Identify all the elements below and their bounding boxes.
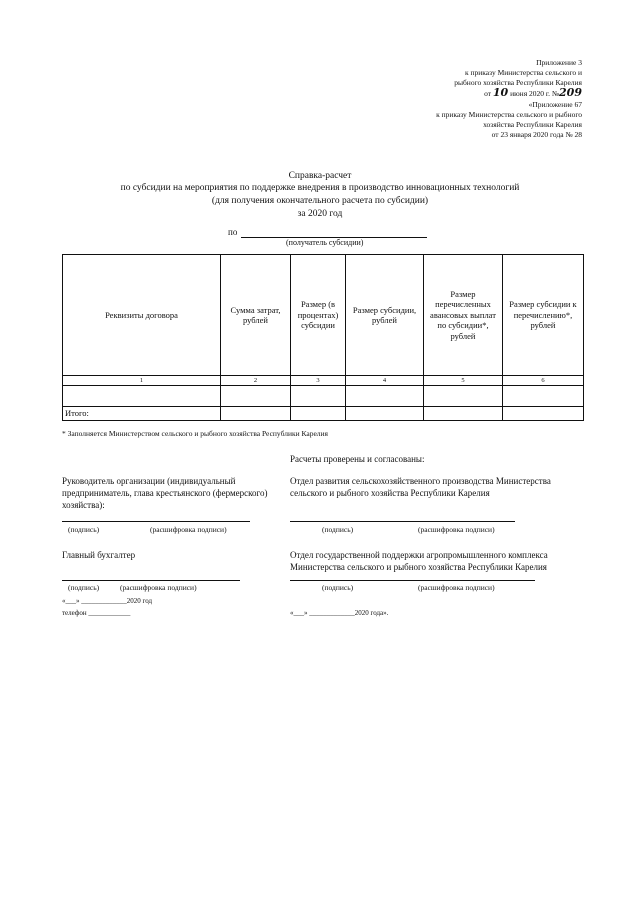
left-date-line: «___» _____________2020 год — [62, 597, 153, 605]
table-row — [63, 386, 584, 407]
col-number: 5 — [424, 376, 503, 386]
dept1-signature-line[interactable] — [290, 521, 515, 522]
col-advance-payments: Размер перечисленных авансовых выплат по субсидии*, рублей — [424, 255, 503, 376]
recipient-caption: (получатель субсидии) — [286, 238, 364, 247]
table-cell[interactable] — [221, 407, 291, 421]
chief-accountant-title: Главный бухгалтер — [62, 550, 136, 560]
support-dept-title: Отдел государственной поддержки агропромышленного комплекса Министерства сельского и рыбного хозяйства Республики Карелия — [290, 550, 548, 572]
dept2-decode-caption: (расшифровка подписи) — [418, 583, 495, 592]
document-subtitle: по субсидии на мероприятия по поддержке внедрения в производство инновационных технологий — [120, 183, 520, 193]
table-cell[interactable] — [291, 407, 346, 421]
table-total-row — [63, 407, 584, 421]
table-cell[interactable] — [221, 386, 291, 407]
table-cell[interactable] — [63, 386, 221, 407]
recipient-prefix: по — [228, 227, 238, 237]
total-label: Итого: — [63, 407, 221, 421]
col-number: 3 — [291, 376, 346, 386]
col-cost-sum: Сумма затрат, рублей — [221, 255, 291, 376]
col-subsidy-to-transfer: Размер субсидии к перечислению*, рублей — [503, 255, 584, 376]
amended-order-line: к приказу Министерства сельского и рыбного — [436, 110, 582, 119]
verification-heading: Расчеты проверены и согласованы: — [290, 454, 425, 464]
date-month-year: июня 2020 г. № — [510, 89, 560, 98]
col-number: 4 — [346, 376, 424, 386]
dept1-signature-caption: (подпись) — [322, 525, 354, 534]
production-dept-title: Отдел развития сельскохозяйственного производства Министерства сельского и рыбного хозяйства Республики Карелия — [290, 476, 551, 498]
appendix-header — [454, 58, 582, 99]
col-number: 2 — [221, 376, 291, 386]
document-year: за 2020 год — [297, 209, 343, 219]
col-subsidy-percent: Размер (в процентах) субсидии — [291, 255, 346, 376]
table-header-row — [63, 255, 584, 376]
calculation-table — [62, 254, 584, 421]
dept1-decode-caption: (расшифровка подписи) — [418, 525, 495, 534]
handwritten-number: 209 — [559, 86, 582, 99]
table-cell[interactable] — [503, 407, 584, 421]
appendix-order-line: к приказу Министерства сельского и — [464, 68, 582, 77]
appendix-ministry-line: рыбного хозяйства Республики Карелия — [454, 78, 582, 87]
document-title: Справка-расчет — [288, 171, 352, 181]
date-from-label: от — [484, 89, 491, 98]
phone-line: телефон ____________ — [62, 609, 131, 617]
dept2-signature-caption: (подпись) — [322, 583, 354, 592]
head-signature-line[interactable] — [62, 521, 250, 522]
amended-date-line: от 23 января 2020 года № 28 — [491, 130, 582, 139]
amended-appendix-header — [436, 100, 582, 140]
head-signature-caption: (подпись) — [68, 525, 100, 534]
appendix-date-line — [454, 88, 582, 99]
col-contract-details: Реквизиты договора — [63, 255, 221, 376]
right-date-line: «___» _____________2020 года». — [290, 609, 389, 617]
table-footnote: * Заполняется Министерством сельского и рыбного хозяйства Республики Карелия — [62, 429, 329, 438]
dept2-signature-line[interactable] — [290, 580, 535, 581]
table-cell[interactable] — [424, 386, 503, 407]
table-cell[interactable] — [346, 407, 424, 421]
table-number-row — [63, 376, 584, 386]
col-number: 6 — [503, 376, 584, 386]
head-decode-caption: (расшифровка подписи) — [150, 525, 227, 534]
accountant-decode-caption: (расшифровка подписи) — [120, 583, 197, 592]
amended-appendix-number: «Приложение 67 — [528, 100, 582, 109]
accountant-signature-caption: (подпись) — [68, 583, 100, 592]
recipient-blank[interactable] — [241, 228, 427, 238]
organization-head-title: Руководитель организации (индивидуальный предприниматель, глава крестьянского (фермерского) хозяйства): — [62, 476, 268, 510]
amended-ministry-line: хозяйства Республики Карелия — [483, 120, 582, 129]
table-cell[interactable] — [424, 407, 503, 421]
appendix-number: Приложение 3 — [536, 58, 582, 67]
table-cell[interactable] — [503, 386, 584, 407]
recipient-line — [228, 227, 427, 238]
col-subsidy-amount: Размер субсидии, рублей — [346, 255, 424, 376]
col-number: 1 — [63, 376, 221, 386]
document-purpose: (для получения окончательного расчета по субсидии) — [211, 196, 429, 206]
handwritten-day: 10 — [492, 86, 509, 99]
table-cell[interactable] — [346, 386, 424, 407]
accountant-signature-line[interactable] — [62, 580, 240, 581]
table-cell[interactable] — [291, 386, 346, 407]
